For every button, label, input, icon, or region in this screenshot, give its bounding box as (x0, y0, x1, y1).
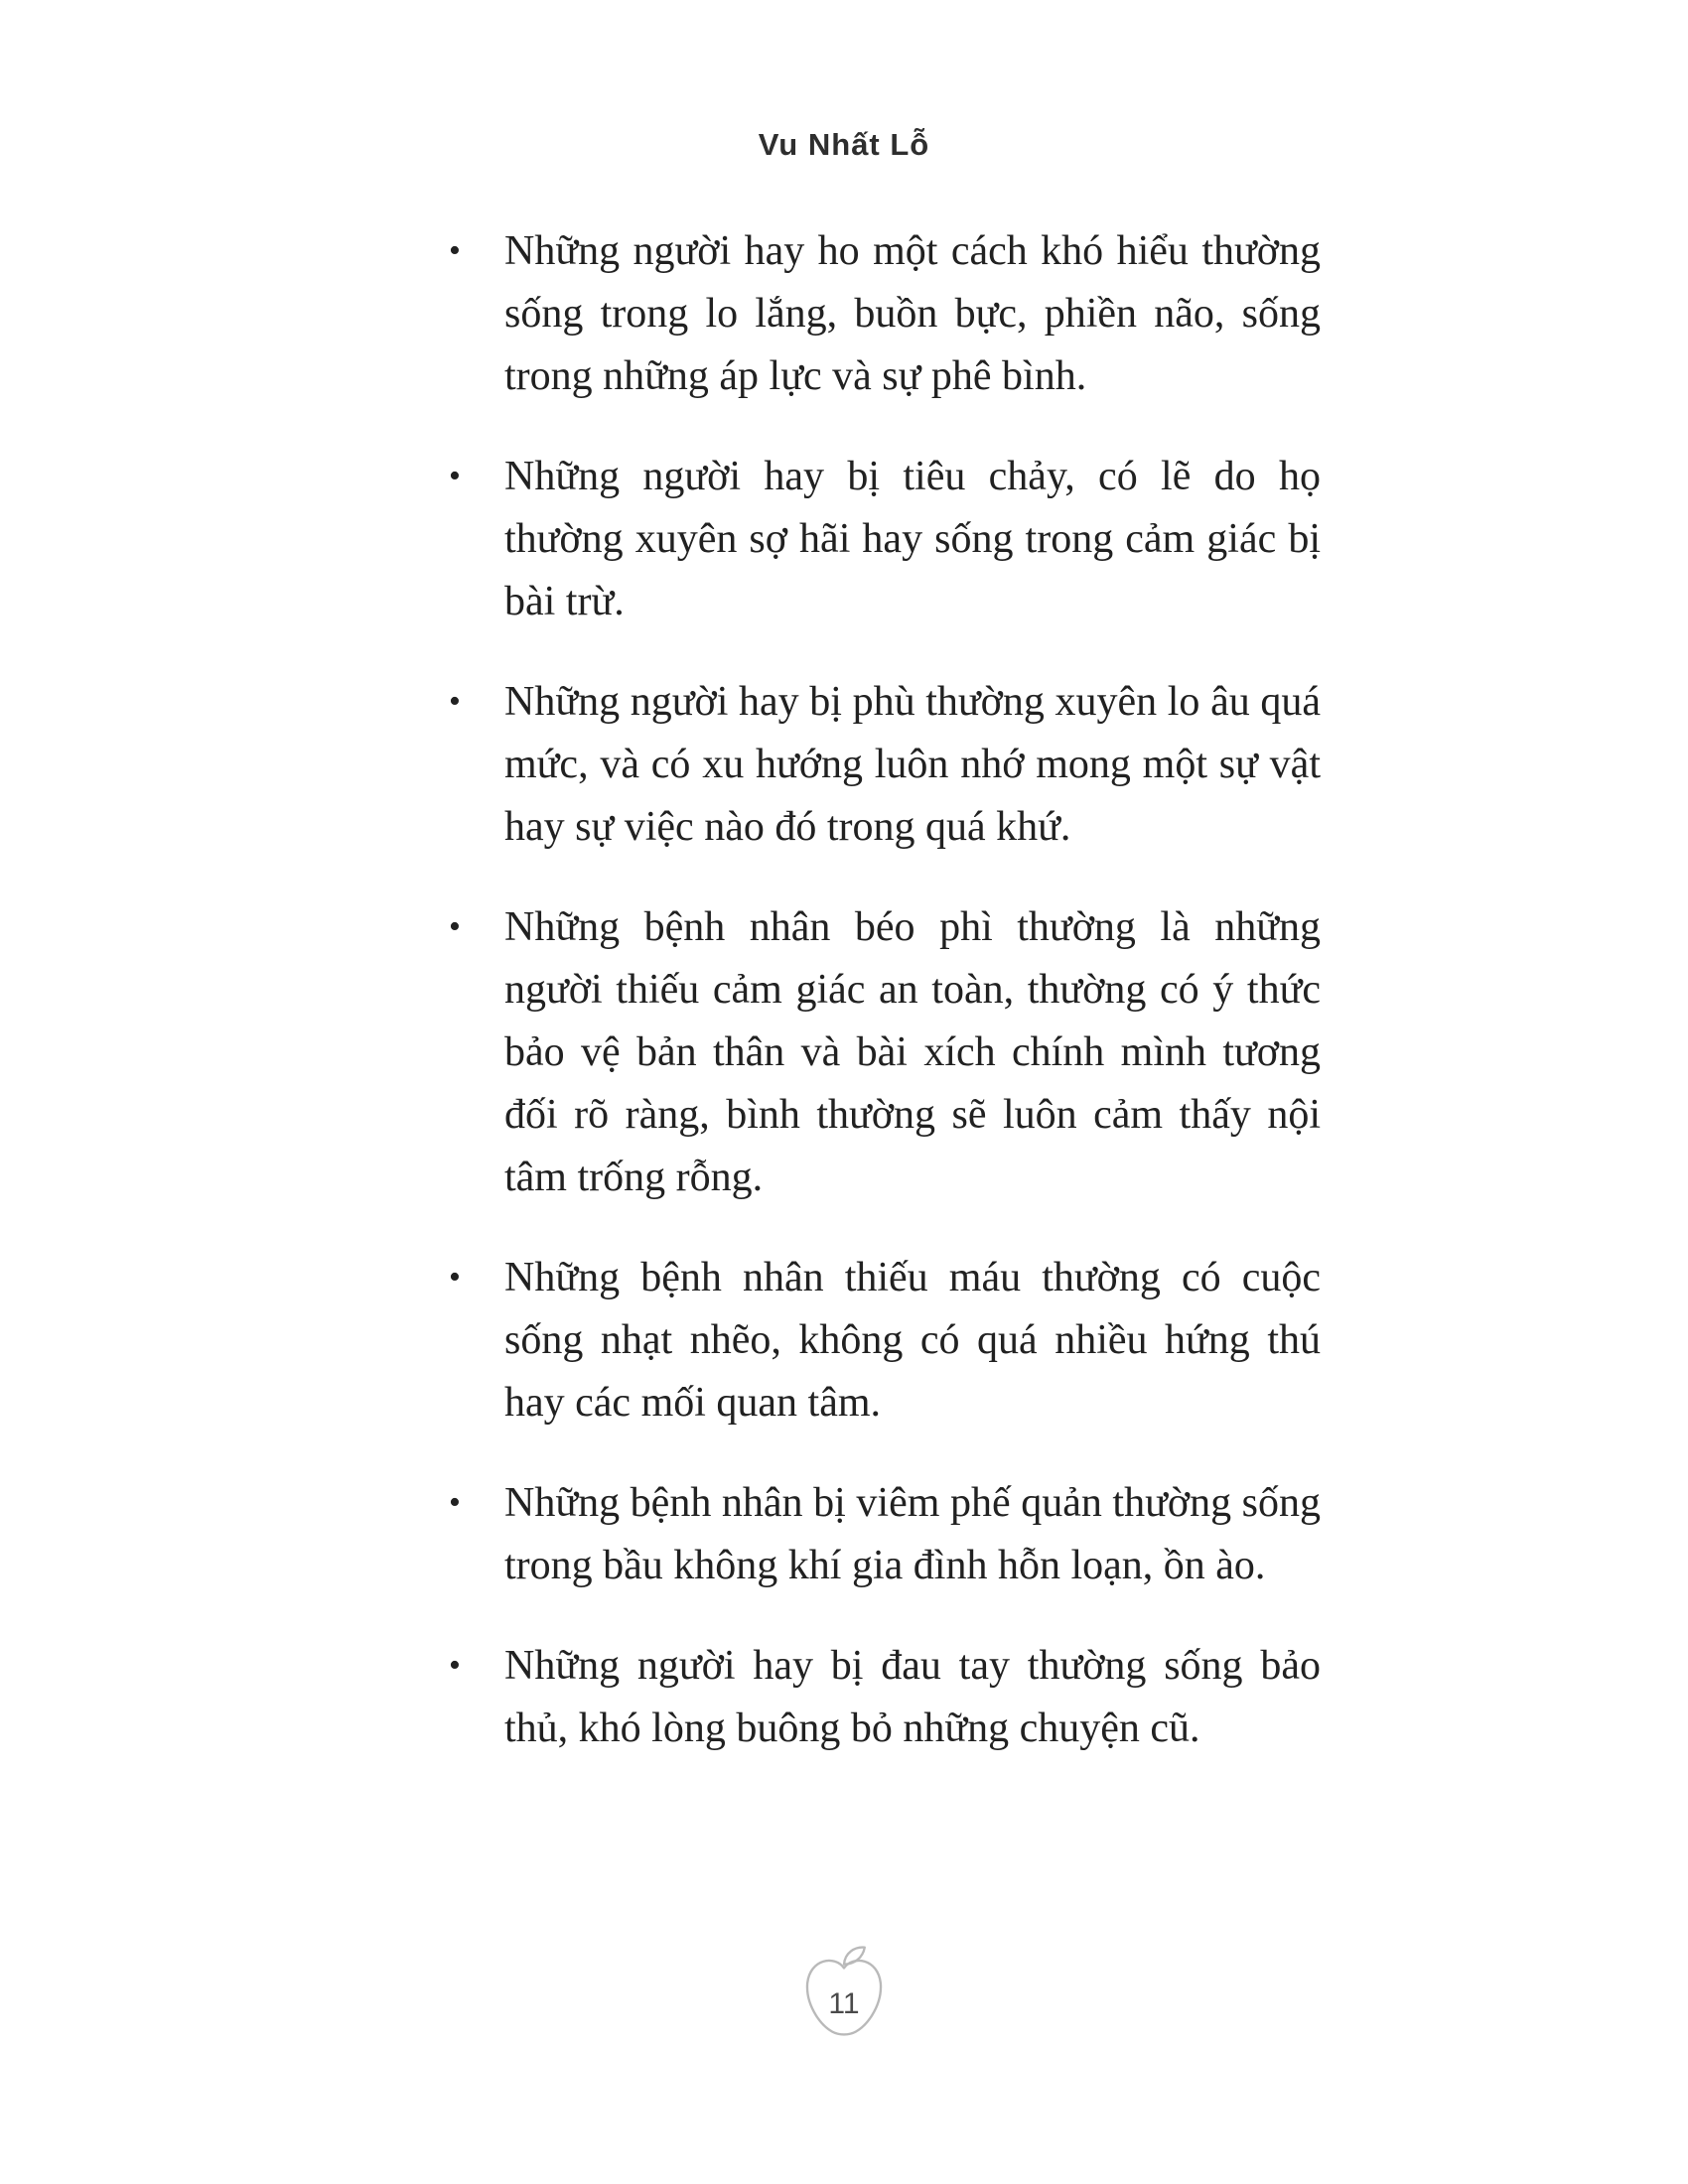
bullet-marker: • (449, 1484, 461, 1521)
page-number-badge (796, 1942, 892, 2045)
page-number: 11 (828, 1987, 860, 2020)
bullet-text: Những người hay bị tiêu chảy, có lẽ do họ thường xuyên sợ hãi hay sống trong cảm giác bị bài trừ. (504, 454, 1321, 624)
bullet-marker: • (449, 232, 461, 269)
bullet-text: Những bệnh nhân béo phì thường là những người thiếu cảm giác an toàn, thường có ý thức bảo vệ bản thân và bài xích chính mình tương đối rõ ràng, bình thường sẽ luôn cảm thấy nội tâm trống rỗng. (504, 904, 1321, 1200)
bullet-item (449, 446, 1321, 633)
bullet-item (449, 1472, 1321, 1597)
bullet-marker: • (449, 683, 461, 720)
bullet-list (449, 220, 1321, 1798)
bullet-text: Những người hay bị đau tay thường sống bảo thủ, khó lòng buông bỏ những chuyện cũ. (504, 1643, 1321, 1751)
bullet-item (449, 1247, 1321, 1434)
bullet-marker: • (449, 458, 461, 494)
bullet-text: Những bệnh nhân bị viêm phế quản thường sống trong bầu không khí gia đình hỗn loạn, ồn ào. (504, 1480, 1321, 1588)
bullet-marker: • (449, 908, 461, 945)
bullet-marker: • (449, 1647, 461, 1684)
bullet-text: Những người hay bị phù thường xuyên lo âu quá mức, và có xu hướng luôn nhớ mong một sự vật hay sự việc nào đó trong quá khứ. (504, 679, 1321, 850)
bullet-item (449, 1635, 1321, 1760)
bullet-item (449, 220, 1321, 408)
page-header: Vu Nhất Lỗ (758, 127, 930, 162)
bullet-marker: • (449, 1259, 461, 1296)
page-footer (0, 1942, 1688, 2045)
bullet-item (449, 896, 1321, 1209)
bullet-item (449, 671, 1321, 859)
bullet-text: Những bệnh nhân thiếu máu thường có cuộc sống nhạt nhẽo, không có quá nhiều hứng thú hay các mối quan tâm. (504, 1255, 1321, 1426)
bullet-text: Những người hay ho một cách khó hiểu thường sống trong lo lắng, buồn bực, phiền não, sống trong những áp lực và sự phê bình. (504, 228, 1321, 399)
